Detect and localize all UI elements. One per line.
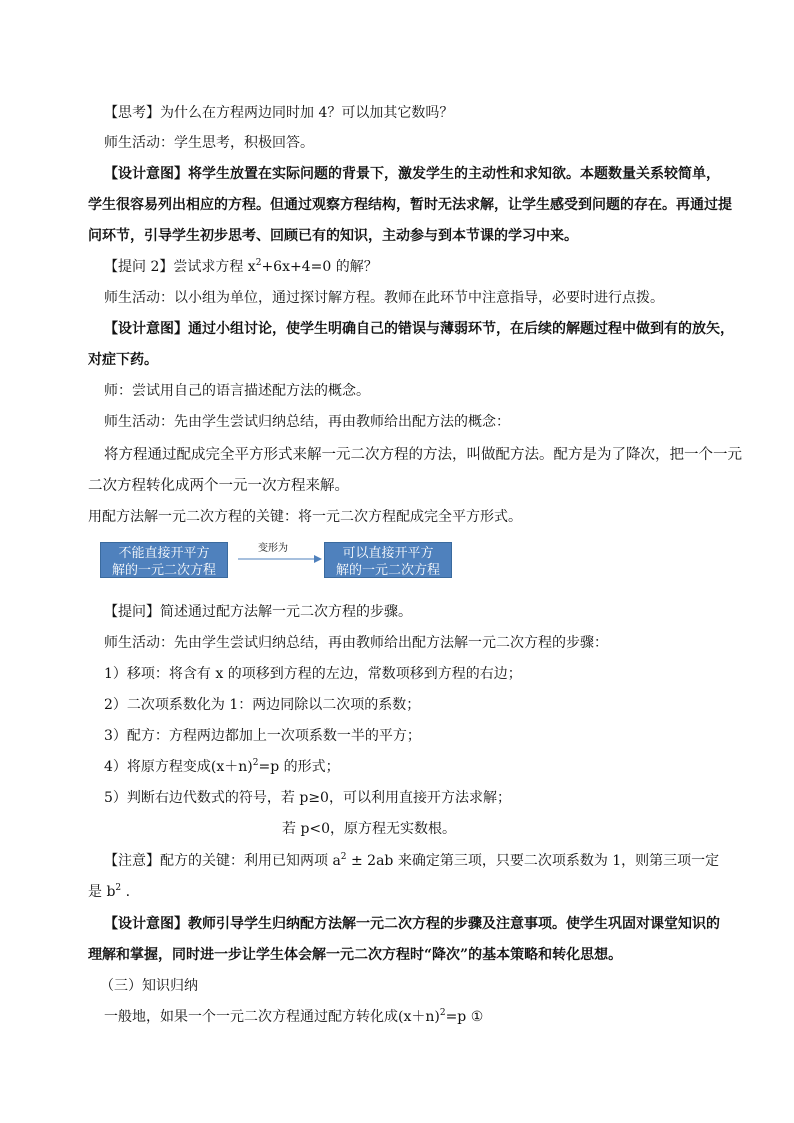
- design-intent-tag-1: 【设计意图】: [104, 166, 188, 182]
- question-2-text-b: +6x+4=0 的解？: [261, 259, 378, 275]
- step-5: 5）判断右边代数式的符号，若 p≥0，可以利用直接开方法求解；: [104, 790, 511, 806]
- note-line-2-text-b: .: [121, 884, 131, 900]
- design-intent-2: [104, 318, 734, 340]
- design-intent-2-line-2: 对症下药。: [88, 352, 158, 368]
- arrow-right-icon: [238, 554, 322, 564]
- summary-text-a: 一般地，如果一个一元二次方程通过配方转化成(x＋n): [104, 1009, 440, 1025]
- step-5-continued: 若 p<0，原方程无实数根。: [282, 821, 457, 837]
- definition-line-1: 将方程通过配成完全平方形式来解一元二次方程的方法，叫做配方法。配方是为了降次，把一个一元: [104, 447, 742, 463]
- summary-line: [104, 1006, 704, 1028]
- design-intent-tag-2: 【设计意图】: [104, 321, 188, 337]
- target-box-line-2: 解的一元二次方程: [335, 563, 440, 578]
- step-2: 2）二次项系数化为 1：两边同除以二次项的系数；: [104, 697, 421, 713]
- note-line-2: [88, 881, 688, 903]
- design-intent-3-line-2: 理解和掌握，同时进一步让学生体会解一元二次方程时“降次”的基本策略和转化思想。: [88, 947, 623, 963]
- design-intent-text-1: 将学生放置在实际问题的背景下，激发学生的主动性和求知欲。本题数量关系较简单，: [188, 166, 720, 182]
- definition-line-2: 二次方程转化成两个一元一次方程来解。: [88, 478, 349, 494]
- question-2-text-a: 尝试求方程 x: [173, 259, 256, 275]
- section-heading-3: （三）知识归纳: [100, 978, 198, 994]
- note-line-2-text-a: 是 b: [88, 884, 116, 900]
- design-intent-3: [104, 913, 720, 935]
- note-sup: 2: [340, 852, 347, 862]
- step-3: 3）配方：方程两边都加上一次项系数一半的平方；: [104, 728, 421, 744]
- target-box: [324, 542, 452, 578]
- activity-line-1: 师生活动：学生思考，积极回答。: [104, 135, 314, 151]
- summary-text-b: =p ①: [445, 1009, 484, 1025]
- note-line-2-sup: 2: [115, 883, 122, 893]
- target-box-line-1: 可以直接开平方: [342, 546, 434, 561]
- question-steps-text: 简述通过配方法解一元二次方程的步骤。: [160, 604, 412, 620]
- question-steps: [104, 601, 704, 623]
- source-box: [100, 542, 228, 578]
- step-4-sup: 2: [252, 758, 259, 768]
- summary-sup: 2: [439, 1008, 446, 1018]
- source-box-line-1: 不能直接开平方: [118, 546, 210, 561]
- step-4-text-b: =p 的形式；: [258, 759, 340, 775]
- think-question: [104, 102, 704, 124]
- teacher-prompt: 师：尝试用自己的语言描述配方法的概念。: [104, 383, 370, 399]
- transformation-diagram: [100, 542, 460, 580]
- question-2-sup: 2: [255, 258, 262, 268]
- step-4: [104, 756, 704, 778]
- design-intent-1-line-2: 学生很容易列出相应的方程。但通过观察方程结构，暂时无法求解，让学生感受到问题的存在。再通过提: [88, 197, 732, 213]
- activity-line-3: 师生活动：先由学生尝试归纳总结，再由教师给出配方法的概念：: [104, 414, 510, 430]
- key-point: 用配方法解一元二次方程的关键：将一元二次方程配成完全平方形式。: [88, 509, 522, 525]
- question-2-tag: 【提问 2】: [104, 259, 174, 275]
- note-tag: 【注意】: [104, 853, 160, 869]
- design-intent-1-line-3: 问环节，引导学生初步思考、回顾已有的知识，主动参与到本节课的学习中来。: [88, 228, 578, 244]
- note-line-1: [104, 850, 720, 872]
- design-intent-text-3: 教师引导学生归纳配方法解一元二次方程的步骤及注意事项。使学生巩固对课堂知识的: [188, 916, 720, 932]
- activity-line-4: 师生活动：先由学生尝试归纳总结，再由教师给出配方法解一元二次方程的步骤：: [104, 635, 608, 651]
- note-text-b: ± 2ab 来确定第三项，只要二次项系数为 1，则第三项一定: [346, 853, 720, 869]
- question-2: [104, 256, 704, 278]
- source-box-line-2: 解的一元二次方程: [111, 563, 216, 578]
- think-tag: 【思考】: [104, 105, 160, 121]
- design-intent-tag-3: 【设计意图】: [104, 916, 188, 932]
- activity-line-2: 师生活动：以小组为单位，通过探讨解方程。教师在此环节中注意指导，必要时进行点拨。: [104, 290, 664, 306]
- arrow-label: 变形为: [258, 543, 288, 554]
- note-text-a: 配方的关键：利用已知两项 a: [160, 853, 341, 869]
- design-intent-text-2: 通过小组讨论，使学生明确自己的错误与薄弱环节，在后续的解题过程中做到有的放矢，: [188, 321, 734, 337]
- step-1: 1）移项：将含有 x 的项移到方程的左边，常数项移到方程的右边；: [104, 666, 522, 682]
- think-text: 为什么在方程两边同时加 4？可以加其它数吗？: [160, 105, 454, 121]
- question-steps-tag: 【提问】: [104, 604, 160, 620]
- step-4-text-a: 4）将原方程变成(x＋n): [104, 759, 253, 775]
- design-intent-1: [104, 163, 720, 185]
